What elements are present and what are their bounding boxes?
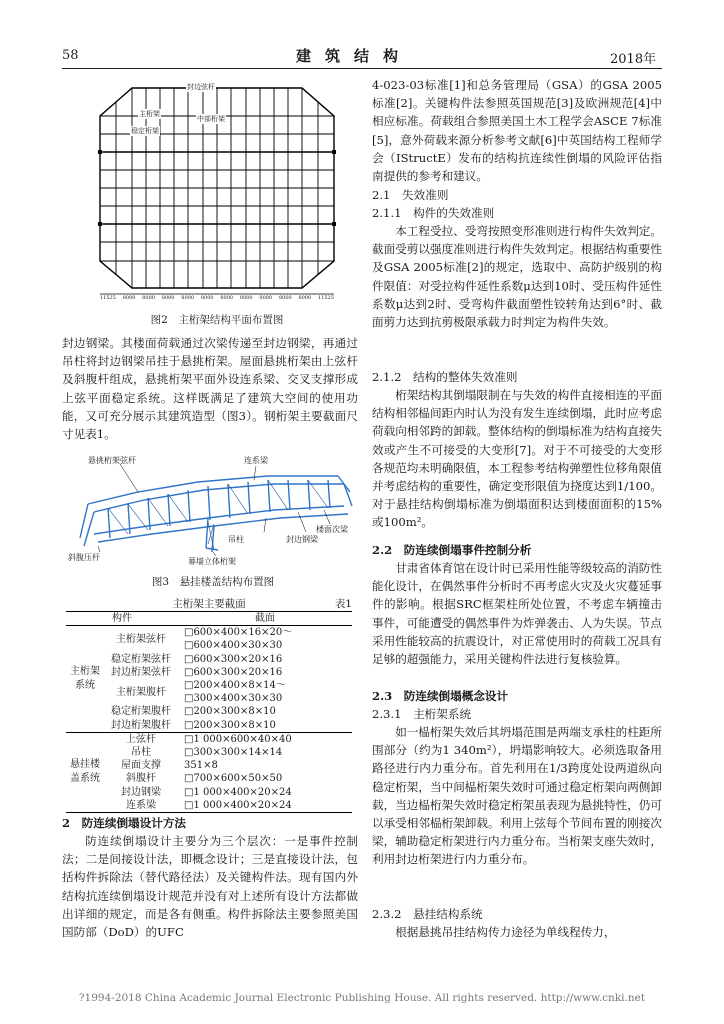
label-main-truss: 主桁架 xyxy=(139,110,160,118)
section-size: □600×400×16×20～□600×400×30×30 xyxy=(184,627,293,652)
dim: 8000 xyxy=(142,295,155,301)
member-name: 上弦杆 xyxy=(104,732,178,746)
section-2-1-1-title: 2.1.1 构件的失效准则 xyxy=(372,206,495,220)
label-edge-chord: 封边弦杆 xyxy=(187,83,215,91)
dim: 8000 xyxy=(161,295,175,301)
member-name: 斜腹杆 xyxy=(126,773,156,785)
journal-year: 2018年 xyxy=(610,52,657,67)
copyright-footer: ?1994-2018 China Academic Journal Electronic Publishing House. All rights reserved. http://www.cnki.net xyxy=(78,992,646,1004)
paragraph-main-truss: 如一榀桁架失效后其坍塌范围是两端支承柱的柱距所围部分（约为1 340m²），坍塌影响较大。必须选取备用路径进行内力重分布。首先利用在1/3跨度处设两道纵向稳定桁架，当中间榀桁架失效时可通过稳定桁架向两侧卸载，当边榀桁架失效时稳定桁架虽表现为悬挑特性，仍可以承受相邻榀桁架卸载。利用上弦每个节间布置的刚接次梁，辅助稳定桁架进行内力重分布。当桁架支座失效时，利用封边桁架进行内力重分布。 xyxy=(372,725,662,867)
page-number: 58 xyxy=(62,48,79,63)
group-name: 主桁架 系统 xyxy=(70,666,100,692)
member-name: 屋面支撑 xyxy=(121,760,161,772)
label-edge-beam: 封边钢梁 xyxy=(286,535,318,544)
member-name: 封边桁架腹杆 xyxy=(111,719,171,731)
label-hanger: 吊柱 xyxy=(228,535,244,544)
section-size: □200×400×8×14～□300×400×30×30 xyxy=(184,680,286,705)
paragraph-global-failure: 桁架结构其倒塌限制在与失效的构件直接相连的平面结构相邻榀间距内时认为没有发生连续倒塌，此时应考虑荷载向相邻跨的卸载。整体结构的倒塌标准为结构直接失效或产生不可接受的大变形[7]。对于不可接受的大变形各规范均未明确限值，本工程参考结构弹塑性位移角限值并考虑结构的重要性，确定变形限值为挠度达到1/100。对于悬挂结构倒塌标准为倒塌面积达到楼面面积的15%或100m²。 xyxy=(372,388,662,530)
table-1 xyxy=(66,611,352,813)
section-size: □700×600×50×50 xyxy=(184,773,283,785)
figure-3-caption: 图3 悬挂楼盖结构布置图 xyxy=(151,576,275,588)
dim: 8000 xyxy=(181,295,195,301)
header-section: 截面 xyxy=(178,612,352,626)
section-2-title: 2 防连续倒塌设计方法 xyxy=(62,816,187,830)
section-size: □300×300×14×14 xyxy=(184,747,283,759)
dim: 8000 xyxy=(220,295,234,301)
figure-2-plan xyxy=(72,76,362,304)
member-name: 稳定桁架弦杆 xyxy=(111,653,171,665)
table-row xyxy=(66,719,352,733)
label-stability-truss: 稳定桁架 xyxy=(131,127,159,135)
table-row xyxy=(66,786,352,799)
label-tie-beam: 连系梁 xyxy=(244,456,268,465)
dim: 8000 xyxy=(278,295,292,301)
table-number: 表1 xyxy=(334,598,352,610)
member-name: 封边桁架弦杆 xyxy=(111,666,171,678)
table-row xyxy=(66,653,352,666)
dim: 8000 xyxy=(239,295,253,301)
table-1-title xyxy=(66,596,352,611)
paragraph-design-methods: 防连续倒塌设计主要分为三个层次：一是事件控制法；二是间接设计法，即概念设计；三是直接设计法，包括构件拆除法（替代路径法）及关键构件法。现有国内外结构抗连续倒塌设计规范并没有对上述所有设计方法都做出详细的规定，而是各有侧重。构件拆除法主要参照美国国防部（DoD）的UFC xyxy=(62,834,358,940)
structure-drawing xyxy=(68,452,358,566)
section-2-3-1-title: 2.3.1 主桁架系统 xyxy=(372,707,472,721)
paragraph-structure: 封边钢梁。其楼面荷载通过次梁传递至封边钢梁，再通过吊柱将封边钢梁吊挂于悬挑桁架。屋面悬挑桁架由上弦杆及斜腹杆组成，悬挑桁架平面外设连系梁、交叉支撑形成上弦平面稳定系统。这样既满足了建筑大空间的使用功能，又可充分展示其建筑造型（图3）。钢桁架主要截面尺寸见表1。 xyxy=(62,336,358,442)
section-2-1-2-title: 2.1.2 结构的整体失效准则 xyxy=(372,370,518,384)
label-cantilever-chord: 悬挑桁架弦杆 xyxy=(88,456,136,465)
dim: 8000 xyxy=(200,295,214,301)
label-diagonal: 斜腹压杆 xyxy=(68,553,100,562)
table-row xyxy=(66,626,352,653)
table-title: 主桁架主要截面 xyxy=(172,598,246,610)
label-curtain-truss: 幕墙立体桁架 xyxy=(188,557,236,566)
header-rule xyxy=(62,68,662,69)
table-row xyxy=(66,666,352,679)
table-row xyxy=(66,732,352,746)
figure-2-caption: 图2 主桁架结构平面布置图 xyxy=(150,314,284,326)
table-row xyxy=(66,759,352,772)
member-name: 主桁架弦杆 xyxy=(116,633,166,645)
member-name: 连系梁 xyxy=(104,799,178,813)
section-size: □600×300×20×16 xyxy=(184,653,283,665)
label-secondary-beam: 楼面次梁 xyxy=(316,525,348,534)
paragraph-standards: 4-023-03标准[1]和总务管理局（GSA）的GSA 2005标准[2]。关键构件法参照英国规范[3]及欧洲规范[4]中相应标准。荷载组合参照美国土木工程学会ASCE 7标准[5]，意外荷载来源分析参考文献[6]中英国结构工程师学会（IStructE）发布的结构抗连续性倒塌的风险评估指南提供的参考和建议。 xyxy=(372,78,662,184)
group-name: 悬挂楼 盖系统 xyxy=(66,732,104,812)
section-size: □1 000×400×20×24 xyxy=(184,786,292,798)
section-size: □200×300×8×10 xyxy=(184,719,276,731)
section-size: □1 000×600×40×40 xyxy=(178,732,352,746)
dim: 8000 xyxy=(298,295,312,301)
member-name: 吊柱 xyxy=(131,747,151,759)
table-header-row xyxy=(66,612,352,626)
header-member: 构件 xyxy=(66,612,178,626)
section-table xyxy=(66,611,352,813)
section-size: □1 000×400×20×24 xyxy=(178,799,352,813)
paragraph-suspended: 根据悬挑吊挂结构传力途径为单线程传力， xyxy=(395,925,616,939)
section-2-3-title: 2.3 防连续倒塌概念设计 xyxy=(372,689,509,703)
table-row xyxy=(66,679,352,705)
section-size: 351×8 xyxy=(184,760,218,772)
journal-name: 建筑结构 xyxy=(296,47,413,65)
dim: 11525 xyxy=(100,295,116,301)
section-2-1-title: 2.1 失效准则 xyxy=(372,188,449,202)
dimension-row xyxy=(100,295,334,301)
paragraph-member-failure: 本工程受拉、受弯按照变形准则进行构件失效判定。截面受剪以强度准则进行构件失效判定。根据结构重要性及GSA 2005标准[2]的规定，选取中、高防护级别的构件限值：对受拉构件延性系数μ达到10时、受压构件延性系数μ达到2时、受弯构件截面塑性铰转角达到6°时、截面剪力达到抗剪极限承载力时判定为构件失效。 xyxy=(372,224,662,330)
section-2-2-title: 2.2 防连续倒塌事件控制分析 xyxy=(372,543,532,557)
section-2-3-2-title: 2.3.2 悬挂结构系统 xyxy=(372,907,483,921)
figure-3-structure xyxy=(68,452,358,566)
dim: 8000 xyxy=(122,295,136,301)
dim: 11525 xyxy=(318,295,334,301)
member-name: 稳定桁架腹杆 xyxy=(111,706,171,718)
section-size: □600×300×20×16 xyxy=(184,666,283,678)
member-name: 封边钢梁 xyxy=(121,786,161,798)
member-name: 主桁架腹杆 xyxy=(116,686,166,698)
section-size: □200×300×8×10 xyxy=(184,706,276,718)
paragraph-event-control: 甘肃省体育馆在设计时已采用性能等级较高的消防性能化设计，在偶然事件分析时不再考虑火灾及火灾蔓延事件的影响。根据SRC框架柱所处位置，不考虑车辆撞击事件，可能遭受的偶然事件为炸弹袭击、人为失误。节点采用性能较高的抗震设计，对正常使用时的荷载工况具有足够的超强能力，采用关键构件法进行复核验算。 xyxy=(372,561,662,667)
dim: 8000 xyxy=(259,295,273,301)
table-row xyxy=(66,799,352,813)
label-middle-truss: 中部桁架 xyxy=(197,115,225,123)
plan-drawing xyxy=(72,76,362,304)
table-row xyxy=(66,746,352,759)
table-row xyxy=(66,705,352,718)
table-row xyxy=(66,772,352,785)
